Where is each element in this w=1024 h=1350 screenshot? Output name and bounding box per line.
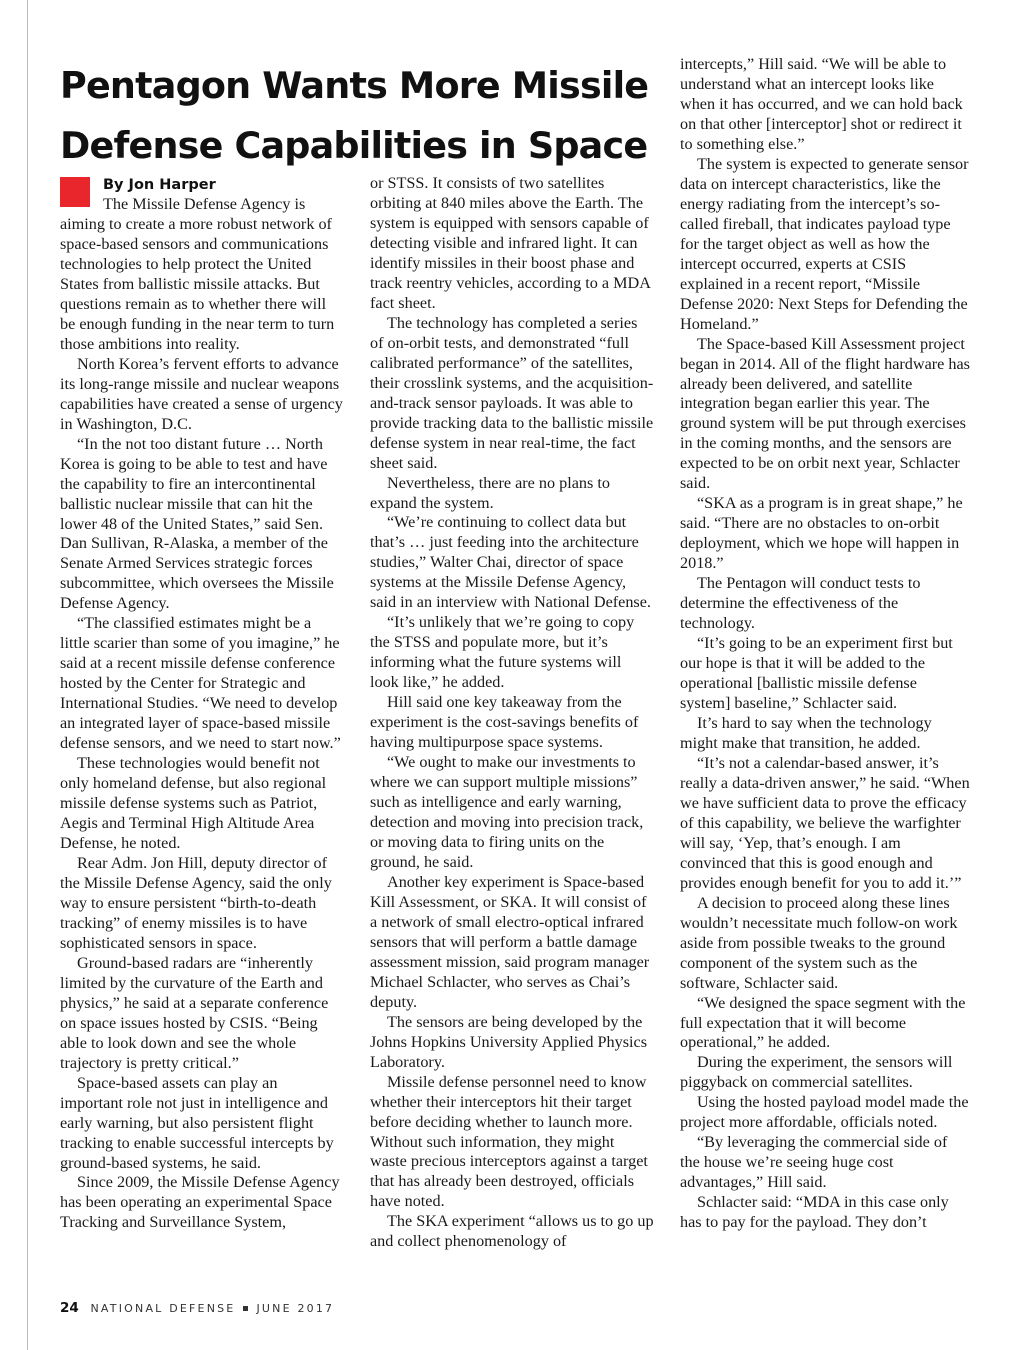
paragraph-continued: intercepts,” Hill said. “We will be able to understand what an intercept looks like when it has occurred, and we can hold back on that other [interceptor] shot or redirect it to something else.” bbox=[680, 55, 963, 153]
paragraph: “In the not too distant future … North Korea is going to be able to test and have the capability to fire an intercontinental ballistic nuclear missile that can hit the lower 48 of the United States,” said Sen. Dan Sullivan, R-Alaska, a member of the Senate Armed Services strategic forces subcommittee, which oversees the Missile Defense Agency. bbox=[60, 434, 334, 613]
paragraph: These technologies would benefit not only homeland defense, but also regional missile defense systems such as Patriot, Aegis and Terminal High Altitude Area Defense, he noted. bbox=[60, 754, 327, 852]
article-column-2 bbox=[370, 174, 654, 1252]
headline-line-1: Pentagon Wants More Missile bbox=[60, 64, 649, 107]
byline-block bbox=[60, 174, 344, 355]
article-column-3 bbox=[680, 55, 970, 1233]
paragraph: “It’s going to be an experiment first but our hope is that it will be added to the operational [ballistic missile defense system] baseline,” Schlacter said. bbox=[680, 634, 953, 712]
paragraph: Using the hosted payload model made the project more affordable, officials noted. bbox=[680, 1093, 969, 1132]
page-number: 24 bbox=[60, 1300, 79, 1316]
paragraph: “By leveraging the commercial side of the house we’re seeing huge cost advantages,” Hill said. bbox=[680, 1133, 948, 1192]
paragraph: The technology has completed a series of on-orbit tests, and demonstrated “full calibrated performance” of the satellites, their crosslink systems, and the acquisition-and-track sensor payloads. It was able to provide tracking data to the ballistic missile defense system in near real-time, the fact sheet said. bbox=[370, 313, 654, 472]
headline-line-2: Defense Capabilities in Space bbox=[60, 124, 648, 167]
page-spine-rule bbox=[27, 0, 28, 1350]
paragraph-continued: or STSS. It consists of two satellites orbiting at 840 miles above the Earth. The system is equipped with sensors capable of detecting visible and infrared light. It can identify missiles in their boost phase and track reentry vehicles, according to a MDA fact sheet. bbox=[370, 174, 651, 312]
paragraph: The Missile Defense Agency is aiming to create a more robust network of space-based sensors and communications technologies to help protect the United States from ballistic missile attacks. But questions remain as to whether there will be enough funding in the near term to turn those ambitions into reality. bbox=[60, 195, 335, 353]
paragraph: “The classified estimates might be a little scarier than some of you imagine,” he said at a recent missile defense conference hosted by the Center for Strategic and International Studies. “We need to develop an integrated layer of space-based missile defense sensors, and we need to start now.” bbox=[60, 614, 341, 753]
paragraph: Another key experiment is Space-based Kill Assessment, or SKA. It will consist of a network of small electro-optical infrared sensors that will perform a battle damage assessment mission, said program manager Michael Schlacter, who serves as Chai’s deputy. bbox=[370, 872, 650, 1011]
paragraph: “It’s not a calendar-based answer, it’s really a data-driven answer,” he said. “When we have sufficient data to prove the efficacy of this capability, we believe the warfighter will say, ‘Yep, that’s enough. I am convinced that this is good enough and provides enough benefit for you to add it.’” bbox=[680, 753, 970, 892]
paragraph: The Space-based Kill Assessment project began in 2014. All of the flight hardware has already been delivered, and satellite integration began earlier this year. The ground system will be put through exercises in the coming months, and the sensors are expected to be on orbit next year, Schlacter said. bbox=[680, 334, 970, 493]
publication-name: NATIONAL DEFENSE bbox=[90, 1302, 236, 1315]
paragraph: North Korea’s fervent efforts to advance its long-range missile and nuclear weapons capabilities have created a sense of urgency in Washington, D.C. bbox=[60, 354, 343, 433]
paragraph: It’s hard to say when the technology might make that transition, he added. bbox=[680, 713, 932, 752]
paragraph: “It’s unlikely that we’re going to copy the STSS and populate more, but it’s informing what the future systems will look like,” he added. bbox=[370, 613, 635, 692]
footer-separator bbox=[243, 1306, 248, 1311]
paragraph: A decision to proceed along these lines wouldn’t necessitate much follow-on work aside from possible tweaks to the ground component of the system such as the software, Schlacter said. bbox=[680, 893, 958, 992]
issue-date: JUNE 2017 bbox=[256, 1302, 335, 1315]
paragraph: Rear Adm. Jon Hill, deputy director of the Missile Defense Agency, said the only way to ensure persistent “birth-to-death tracking” of enemy missiles is to have sophisticated sensors in space. bbox=[60, 853, 332, 952]
byline: By Jon Harper bbox=[103, 177, 216, 193]
paragraph: “We’re continuing to collect data but that’s … just feeding into the architecture studies,” Walter Chai, director of space systems at the Missile Defense Agency, said in an interview with National Defense. bbox=[370, 513, 651, 612]
paragraph: Space-based assets can play an important role not just in intelligence and early warning, but also persistent flight tracking to enable successful intercepts by ground-based systems, he said. bbox=[60, 1073, 334, 1172]
paragraph: During the experiment, the sensors will piggyback on commercial satellites. bbox=[680, 1053, 953, 1092]
paragraph: Ground-based radars are “inherently limited by the curvature of the Earth and physics,” he said at a separate conference on space issues hosted by CSIS. “Being able to look down and see the whole trajectory is pretty critical.” bbox=[60, 953, 329, 1072]
paragraph: “We designed the space segment with the full expectation that it will become operational,” he added. bbox=[680, 993, 966, 1052]
page-footer bbox=[60, 1300, 334, 1316]
paragraph: The SKA experiment “allows us to go up and collect phenomenology of bbox=[370, 1212, 654, 1251]
paragraph: “We ought to make our investments to where we can support multiple missions” such as intelligence and early warning, detection and moving into precision track, or moving data to firing units on the ground, he said. bbox=[370, 753, 644, 871]
paragraph: Nevertheless, there are no plans to expand the system. bbox=[370, 473, 610, 512]
paragraph: The system is expected to generate sensor data on intercept characteristics, like the energy radiating from the intercept’s so-called fireball, that indicates payload type for the target object as well as how the intercept occurred, experts at CSIS explained in a recent report, “Missile Defense 2020: Next Steps for Defending the Homeland.” bbox=[680, 154, 969, 333]
paragraph: Hill said one key takeaway from the experiment is the cost-savings benefits of having multipurpose space systems. bbox=[370, 693, 639, 752]
paragraph: The Pentagon will conduct tests to determine the effectiveness of the technology. bbox=[680, 574, 921, 633]
red-square-marker bbox=[60, 177, 90, 207]
paragraph: “SKA as a program is in great shape,” he said. “There are no obstacles to on-orbit deployment, which we hope will happen in 2018.” bbox=[680, 494, 963, 573]
paragraph: Since 2009, the Missile Defense Agency has been operating an experimental Space Tracking and Surveillance System, bbox=[60, 1173, 340, 1232]
paragraph: The sensors are being developed by the Johns Hopkins University Applied Physics Laboratory. bbox=[370, 1012, 647, 1071]
paragraph: Schlacter said: “MDA in this case only has to pay for the payload. They don’t bbox=[680, 1193, 949, 1232]
article-headline bbox=[60, 56, 660, 176]
paragraph: Missile defense personnel need to know whether their interceptors hit their target before deciding whether to launch more. Without such information, they might waste precious interceptors against a target that has already been destroyed, officials have noted. bbox=[370, 1072, 648, 1211]
article-column-1 bbox=[60, 174, 344, 1233]
